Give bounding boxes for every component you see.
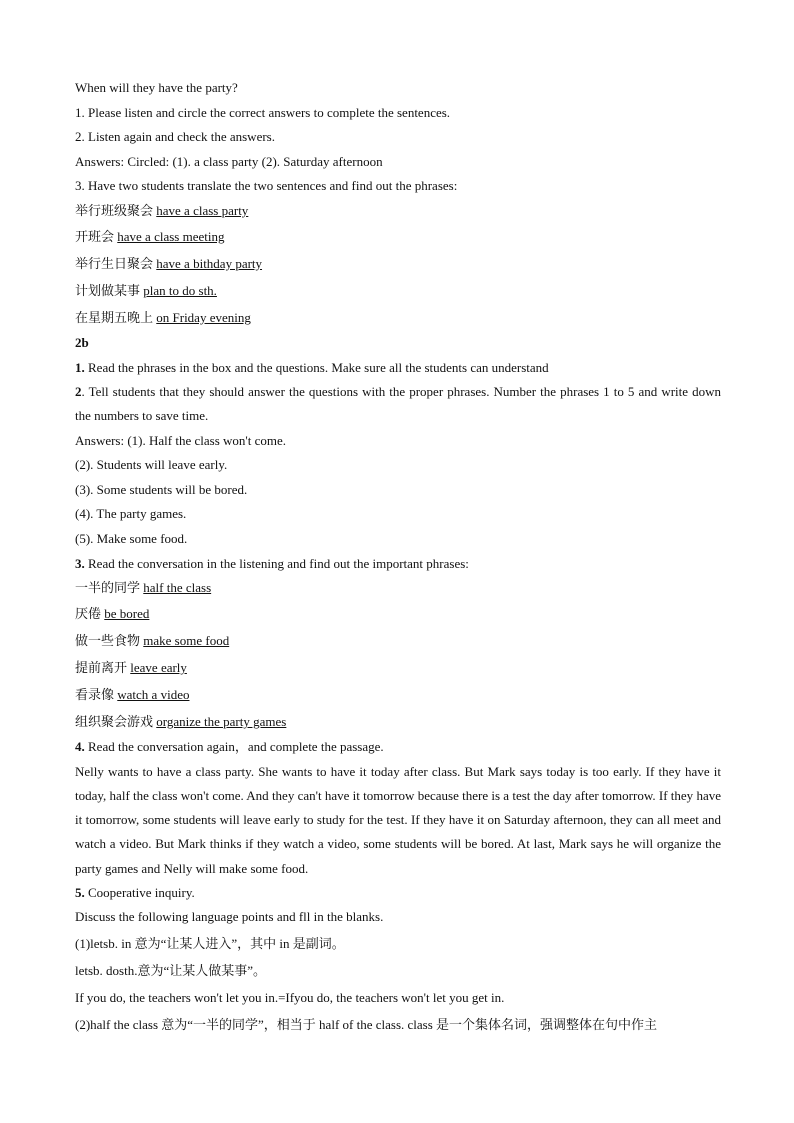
task-text: Read the conversation in the listening and find out the important phrases: [84, 555, 469, 571]
task-number: 1. [75, 359, 85, 375]
phrase-chinese: 做一些食物 [75, 634, 141, 650]
phrase-item [75, 654, 721, 681]
step-2-line: 2. Listen again and check the answers. [75, 129, 275, 145]
task-number: 4. [75, 739, 85, 755]
language-point-line: If you do, the teachers won't let you in.=Ifyou do, the teachers won't let you get in. [75, 989, 505, 1005]
phrase-english: plan to do sth. [143, 282, 217, 298]
phrase-item [75, 600, 721, 627]
answers-line: Answers: Circled: (1). a class party (2). Saturday afternoon [75, 153, 383, 169]
task-2-paragraph [75, 380, 721, 428]
phrase-chinese: 计划做某事 [75, 283, 141, 299]
phrase-english: have a class party [156, 202, 249, 218]
task-3-line [75, 552, 721, 577]
phrase-chinese: 一半的同学 [75, 581, 141, 597]
task-4-line [75, 735, 721, 760]
task-text: Cooperative inquiry. [84, 884, 195, 900]
phrase-english: leave early [130, 660, 187, 676]
phrase-item [75, 199, 721, 223]
phrase-chinese: 举行班级聚会 [75, 203, 154, 219]
answer-line: (3). Some students will be bored. [75, 481, 248, 497]
phrase-item [75, 681, 721, 708]
task-1-line [75, 356, 721, 381]
language-point-line: (2)half the class 意为“一半的同学”，相当于 half of the class. class 是一个集体名词，强调整体在句中作主 [75, 1016, 658, 1032]
phrase-english: on Friday evening [156, 309, 251, 325]
phrase-item [75, 277, 721, 304]
phrase-english: half the class [143, 580, 212, 596]
step-3-line: 3. Have two students translate the two sentences and find out the phrases: [75, 178, 458, 194]
section-heading-2b: 2b [75, 334, 89, 350]
task-number: 2 [75, 384, 82, 400]
answer-line: (5). Make some food. [75, 530, 188, 546]
phrase-english: have a bithday party [156, 255, 263, 271]
phrase-item [75, 250, 721, 277]
discussion-line: Discuss the following language points and fll in the blanks. [75, 909, 384, 925]
document-page [75, 76, 721, 1038]
phrase-chinese: 开班会 [75, 229, 115, 245]
phrase-english: organize the party games [156, 714, 287, 730]
phrase-item [75, 627, 721, 654]
question-line: When will they have the party? [75, 80, 238, 95]
task-number: 3. [75, 555, 85, 571]
task-5-line [75, 881, 721, 906]
task-number: 5. [75, 884, 85, 900]
phrase-item [75, 304, 721, 331]
task-text: Read the conversation again，and complete the passage. [84, 739, 384, 755]
phrase-item [75, 223, 721, 250]
task-text: Read the phrases in the box and the questions. Make sure all the students can understand [84, 359, 549, 375]
phrase-chinese: 看录像 [75, 688, 115, 704]
phrase-english: be bored [104, 606, 150, 622]
answer-line: (2). Students will leave early. [75, 457, 228, 473]
task-text: . Tell students that they should answer the questions with the proper phrases. Number the phrases 1 to 5 and write down the numbers to save time. [75, 384, 721, 424]
phrase-chinese: 举行生日聚会 [75, 256, 154, 272]
phrase-item [75, 576, 721, 600]
language-point-line: (1)letsb. in 意为“让某人进入”，其中 in 是副词。 [75, 935, 345, 951]
phrase-item [75, 708, 721, 735]
phrase-chinese: 提前离开 [75, 661, 128, 677]
answer-line: (4). The party games. [75, 506, 187, 522]
phrase-chinese: 组织聚会游戏 [75, 715, 154, 731]
step-1-line: 1. Please listen and circle the correct answers to complete the sentences. [75, 104, 451, 120]
phrase-chinese: 厌倦 [75, 607, 102, 623]
passage-paragraph: Nelly wants to have a class party. She wants to have it today after class. But Mark says today is too early. If they have it today, half the class won't come. And they can't have it tomorrow because there is a test the day after tomorrow. If they have it tomorrow, some students will leave early to study for the test. If they have it on Saturday afternoon, they can all meet and watch a video. But Mark thinks if they watch a video, some students will be bored. At last, Mark says he will organize the party games and Nelly will make some food. [75, 763, 721, 876]
phrase-english: have a class meeting [117, 228, 225, 244]
phrase-english: make some food [143, 633, 230, 649]
phrase-chinese: 在星期五晚上 [75, 310, 154, 326]
answer-line: Answers: (1). Half the class won't come. [75, 432, 287, 448]
language-point-line: letsb. dosth.意为“让某人做某事”。 [75, 962, 267, 978]
phrase-english: watch a video [117, 687, 190, 703]
